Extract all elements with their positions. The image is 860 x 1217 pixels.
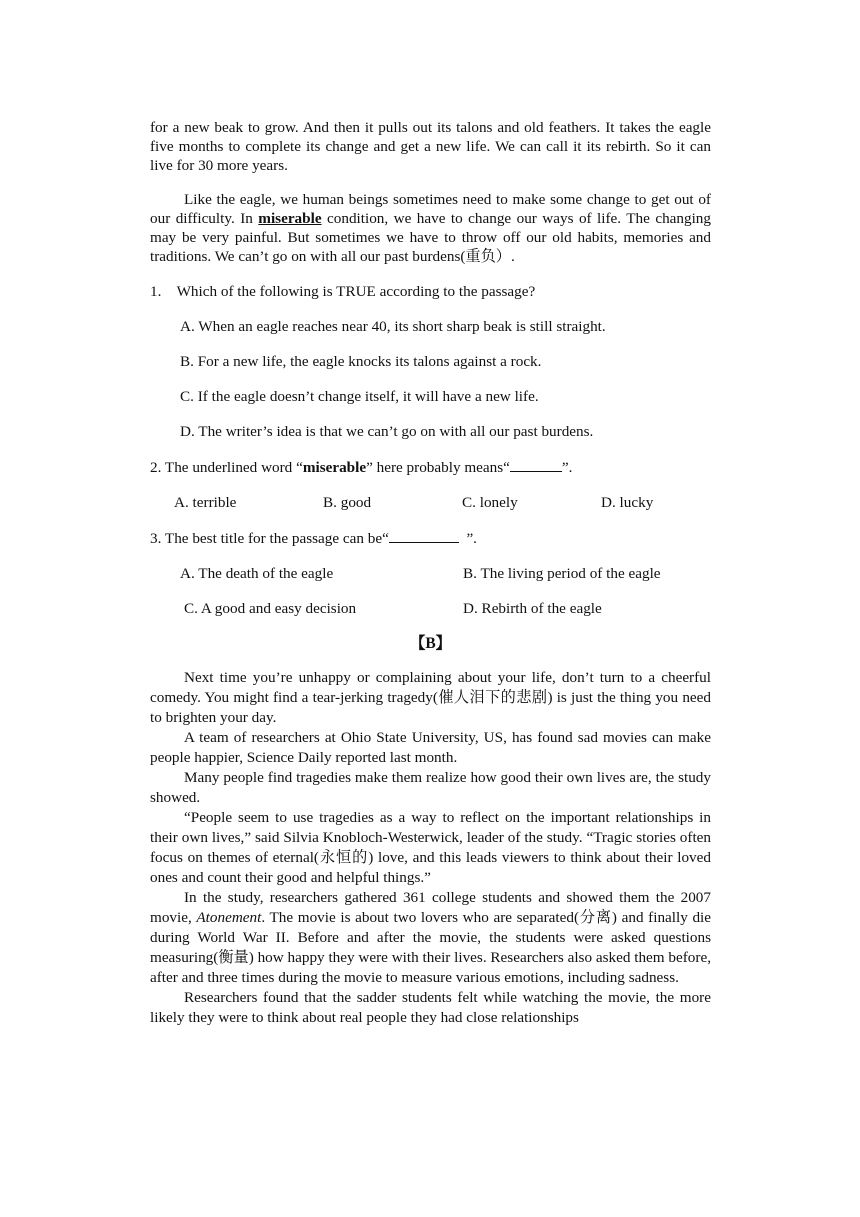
question-3-option-c: C. A good and easy decision bbox=[184, 600, 357, 618]
question-2-stem-after: ”. bbox=[561, 459, 573, 477]
question-1-stem: 1. Which of the following is TRUE according to the passage? bbox=[150, 283, 536, 301]
question-2-answer-blank bbox=[510, 457, 562, 472]
question-2-stem-word: miserable bbox=[302, 459, 367, 477]
question-1-option-c: C. If the eagle doesn’t change itself, it will have a new life. bbox=[180, 388, 539, 406]
passage-b-paragraph-1: Next time you’re unhappy or complaining about your life, don’t turn to a cheerful comedy. You might find a tear-jerking tragedy(催人泪下的悲剧) is just the thing you need to brighten your day. bbox=[150, 669, 711, 727]
passage-a-paragraph-2 bbox=[150, 190, 711, 267]
question-2-option-d: D. lucky bbox=[601, 494, 654, 512]
question-3-option-b: B. The living period of the eagle bbox=[463, 565, 661, 583]
question-2-options bbox=[174, 493, 711, 512]
question-1-option-d: D. The writer’s idea is that we can’t go on with all our past burdens. bbox=[180, 423, 594, 441]
passage-a-paragraph-1: for a new beak to grow. And then it pulls out its talons and old feathers. It takes the eagle five months to complete its change and get a new life. We can call it its rebirth. So it can live for 30 more years. bbox=[150, 119, 711, 175]
question-3-option-a: A. The death of the eagle bbox=[180, 565, 334, 583]
question-3-stem-before: 3. The best title for the passage can be“ bbox=[150, 530, 389, 548]
question-3-answer-blank bbox=[389, 528, 459, 543]
question-2-option-b: B. good bbox=[323, 494, 372, 512]
passage-a-p2-after: condition, we have to change our ways of life. The changing may be very painful. But sometimes we have to throw off our old habits, memories and traditions. We can’t go on with all our past burdens(重负）. bbox=[150, 209, 711, 266]
question-3-stem bbox=[150, 528, 711, 548]
passage-b-paragraph-5 bbox=[150, 888, 711, 988]
passage-b-paragraph-4: “People seem to use tragedies as a way to reflect on the important relationships in their own lives,” said Silvia Knobloch-Westerwick, leader of the study. “Tragic stories often focus on themes of eternal(永恒的) love, and this leads viewers to think about their loved ones and count their good and helpful things.” bbox=[150, 809, 711, 886]
question-3-options-row-2 bbox=[184, 599, 711, 618]
question-2-stem-mid: ” here probably means“ bbox=[366, 459, 510, 477]
section-b-heading: 【B】 bbox=[409, 635, 452, 653]
movie-title: Atonement bbox=[196, 908, 262, 926]
question-2-stem bbox=[150, 457, 711, 477]
question-1-option-b: B. For a new life, the eagle knocks its talons against a rock. bbox=[180, 353, 542, 371]
question-3-option-d: D. Rebirth of the eagle bbox=[463, 600, 602, 618]
passage-b-p5-after: . The movie is about two lovers who are separated(分离) and finally die during World War II. Before and after the movie, the students were asked questions measuring(衡量) how happy they were with their lives. Researchers also asked them before, after and three times during the movie to measure various emotions, including sadness. bbox=[150, 908, 712, 986]
question-3-options-row-1 bbox=[180, 564, 711, 583]
passage-b-p5-before: In the study, researchers gathered 361 college students and showed them the 2007 movie, bbox=[150, 888, 711, 926]
underlined-word-miserable: miserable bbox=[258, 209, 322, 227]
passage-b-paragraph-6: Researchers found that the sadder students felt while watching the movie, the more likely they were to think about real people they had close relationships bbox=[150, 988, 711, 1026]
question-3-stem-after: ”. bbox=[458, 530, 477, 548]
question-2-option-c: C. lonely bbox=[462, 494, 518, 512]
passage-b-paragraph-3: Many people find tragedies make them realize how good their own lives are, the study showed. bbox=[150, 769, 711, 807]
question-2-option-a: A. terrible bbox=[174, 494, 237, 512]
document-page bbox=[150, 118, 711, 1028]
question-2-stem-before: 2. The underlined word “ bbox=[150, 459, 303, 477]
passage-b bbox=[150, 668, 711, 1027]
passage-b-paragraph-2: A team of researchers at Ohio State University, US, has found sad movies can make people happier, Science Daily reported last month. bbox=[150, 729, 711, 767]
question-1-option-a: A. When an eagle reaches near 40, its short sharp beak is still straight. bbox=[180, 318, 606, 336]
passage-a-p2-before: Like the eagle, we human beings sometimes need to make some change to get out of our difficulty. In bbox=[150, 190, 711, 227]
